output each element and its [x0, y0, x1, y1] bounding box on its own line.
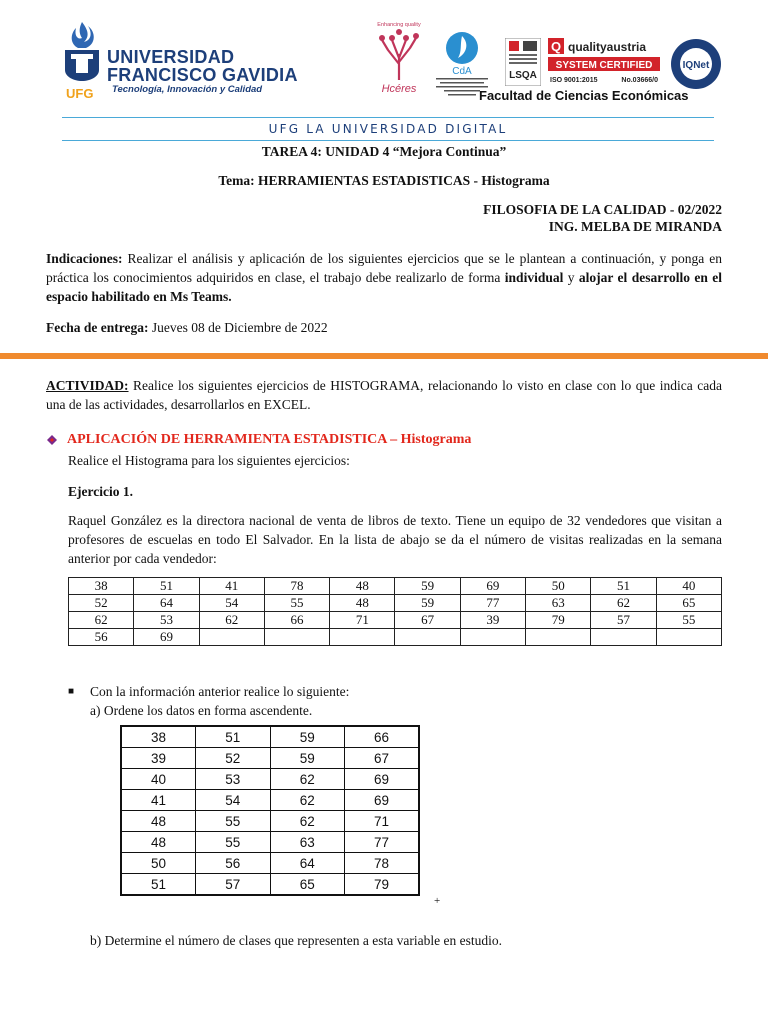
- lsqa-label: LSQA: [509, 70, 537, 81]
- table-cell: 59: [395, 595, 460, 612]
- table-cell: 53: [134, 612, 199, 629]
- table-cell: 62: [591, 595, 656, 612]
- iqnet-label: IQNet: [682, 60, 710, 71]
- table-cell: [656, 629, 721, 646]
- table-cell: 51: [591, 578, 656, 595]
- table-row: [121, 726, 419, 748]
- header-rule-bottom: [62, 140, 714, 141]
- table-cell: 55: [656, 612, 721, 629]
- instructions-label: Indicaciones:: [46, 251, 123, 266]
- bullet-instruction: Con la información anterior realice lo siguiente:: [90, 684, 350, 699]
- lsqa-logo: [505, 38, 541, 86]
- table-cell: 55: [196, 811, 271, 832]
- table-cell: [591, 629, 656, 646]
- table-cell: 67: [395, 612, 460, 629]
- section-divider: [0, 353, 768, 359]
- table-cell: 71: [330, 612, 395, 629]
- table-cell: 66: [345, 726, 420, 748]
- table-cell: 57: [196, 874, 271, 896]
- table-cell: 48: [121, 832, 196, 853]
- table-row: [121, 832, 419, 853]
- table-row: [121, 811, 419, 832]
- instructions-bold-teams: alojar el desarrollo en el espacio habilitado en Ms Teams.: [46, 270, 722, 304]
- table-cell: 59: [395, 578, 460, 595]
- faculty-name: Facultad de Ciencias Económicas: [479, 88, 689, 103]
- digital-banner: UFG LA UNIVERSIDAD DIGITAL: [268, 122, 508, 136]
- table-cell: 77: [345, 832, 420, 853]
- table-cell: 62: [270, 790, 345, 811]
- table-cell: 56: [196, 853, 271, 874]
- table-cell: 66: [264, 612, 329, 629]
- section-intro: Realice el Histograma para los siguientes ejercicios:: [68, 453, 350, 468]
- due-date-label: Fecha de entrega:: [46, 320, 149, 335]
- table-row: [121, 769, 419, 790]
- table-row: [121, 748, 419, 769]
- instructions-text-1: Realizar el análisis y aplicación de los siguientes ejercicios que se le plantean a continuación, y ponga en práctica los conocimientos adquiridos en clase, el trabajo debe realizarlo de forma: [46, 251, 722, 285]
- ufg-acronym: UFG: [66, 86, 94, 101]
- table-cell: 63: [526, 595, 591, 612]
- table-cell: 39: [460, 612, 525, 629]
- ufg-shield-logo: [62, 20, 102, 82]
- table-cell: 78: [345, 853, 420, 874]
- iqnet-logo: [670, 38, 722, 90]
- table-row: [69, 595, 722, 612]
- table-cell: [526, 629, 591, 646]
- table-cell: 50: [121, 853, 196, 874]
- table-row: [121, 874, 419, 896]
- table-cell: 51: [196, 726, 271, 748]
- table-cell: 52: [69, 595, 134, 612]
- table-cell: 69: [345, 769, 420, 790]
- instructions-text-2: y: [563, 270, 579, 285]
- table-cell: 59: [270, 726, 345, 748]
- quality-austria-logo: [548, 38, 660, 86]
- course-name: FILOSOFIA DE LA CALIDAD - 02/2022: [483, 202, 722, 217]
- table-cell: 38: [121, 726, 196, 748]
- table-cell: 55: [196, 832, 271, 853]
- hceres-label: Hcéres: [381, 83, 417, 94]
- table-cell: 78: [264, 578, 329, 595]
- assignment-topic: Tema: HERRAMIENTAS ESTADISTICAS - Histograma: [218, 173, 550, 188]
- table-row: [69, 578, 722, 595]
- table-cell: 48: [330, 595, 395, 612]
- table-cell: 67: [345, 748, 420, 769]
- table-cell: 63: [270, 832, 345, 853]
- table-cell: 50: [526, 578, 591, 595]
- table-cell: 38: [69, 578, 134, 595]
- table-cell: 62: [69, 612, 134, 629]
- activity-text: Realice los siguientes ejercicios de HISTOGRAMA, relacionando lo visto en clase con lo que indica cada una de las actividades, desarrollarlos en EXCEL.: [46, 378, 722, 412]
- qa-number: No.03666/0: [621, 77, 658, 84]
- visits-data-table: [68, 577, 722, 646]
- section-title: APLICACIÓN DE HERRAMIENTA ESTADISTICA – Histograma: [67, 432, 472, 447]
- table-cell: 40: [121, 769, 196, 790]
- hceres-logo: [368, 18, 430, 94]
- table-cell: 59: [270, 748, 345, 769]
- table-cell: [395, 629, 460, 646]
- activity-label: ACTIVIDAD:: [46, 378, 129, 393]
- table-cell: 54: [199, 595, 264, 612]
- table-cell: 69: [134, 629, 199, 646]
- table-cell: 62: [270, 769, 345, 790]
- table-cell: 48: [121, 811, 196, 832]
- teacher-name: ING. MELBA DE MIRANDA: [548, 219, 722, 234]
- table-cell: 64: [134, 595, 199, 612]
- qa-iso: ISO 9001:2015: [550, 77, 598, 84]
- university-name-line2: FRANCISCO GAVIDIA: [107, 65, 298, 85]
- table-cell: 79: [526, 612, 591, 629]
- table-cell: 41: [199, 578, 264, 595]
- plus-mark: +: [434, 895, 441, 907]
- table-cell: [460, 629, 525, 646]
- table-row: [121, 853, 419, 874]
- cda-label: CdA: [452, 66, 472, 77]
- table-cell: 54: [196, 790, 271, 811]
- table-cell: 55: [264, 595, 329, 612]
- instructions-bold-individual: individual: [504, 270, 564, 285]
- table-cell: 62: [199, 612, 264, 629]
- table-cell: 39: [121, 748, 196, 769]
- university-name-line1: UNIVERSIDAD: [107, 47, 235, 67]
- table-row: [69, 629, 722, 646]
- assignment-title: TAREA 4: UNIDAD 4 “Mejora Continua”: [261, 144, 507, 159]
- table-cell: 52: [196, 748, 271, 769]
- exercise-title: Ejercicio 1.: [68, 484, 133, 499]
- square-bullet-icon: ■: [68, 686, 75, 697]
- table-cell: [264, 629, 329, 646]
- svg-text:Q: Q: [550, 39, 562, 54]
- item-a: a) Ordene los datos en forma ascendente.: [90, 703, 313, 718]
- hceres-arc-text: Enhancing quality: [377, 22, 421, 28]
- activity-paragraph: [46, 376, 722, 414]
- table-cell: [330, 629, 395, 646]
- table-cell: [199, 629, 264, 646]
- table-cell: 69: [460, 578, 525, 595]
- qa-brand: qualityaustria: [568, 40, 647, 54]
- table-row: [121, 790, 419, 811]
- table-cell: 64: [270, 853, 345, 874]
- table-cell: 53: [196, 769, 271, 790]
- header-rule-top: [62, 117, 714, 118]
- sorted-data-table: [120, 725, 420, 896]
- table-cell: 71: [345, 811, 420, 832]
- qa-banner: SYSTEM CERTIFIED: [555, 60, 653, 71]
- table-row: [69, 612, 722, 629]
- table-cell: 62: [270, 811, 345, 832]
- table-cell: 65: [270, 874, 345, 896]
- table-cell: 51: [134, 578, 199, 595]
- due-date-value: Jueves 08 de Diciembre de 2022: [148, 320, 328, 335]
- item-b: b) Determine el número de clases que representen a esta variable en estudio.: [90, 933, 502, 948]
- table-cell: 79: [345, 874, 420, 896]
- table-cell: 69: [345, 790, 420, 811]
- university-name: [107, 48, 298, 84]
- table-cell: 48: [330, 578, 395, 595]
- diamond-bullet-icon: [46, 434, 58, 446]
- exercise-statement: Raquel González es la directora nacional de venta de libros de texto. Tiene un equipo de 32 vendedores que visitan a profesores de escuelas en todo El Salvador. En la lista de abajo se da el número de visitas realizadas en la semana anterior por cada vendedor:: [68, 513, 722, 566]
- table-cell: 56: [69, 629, 134, 646]
- table-cell: 51: [121, 874, 196, 896]
- table-cell: 40: [656, 578, 721, 595]
- table-cell: 41: [121, 790, 196, 811]
- university-tagline: Tecnología, Innovación y Calidad: [112, 84, 263, 95]
- table-cell: 57: [591, 612, 656, 629]
- due-date: [46, 318, 722, 337]
- table-cell: 65: [656, 595, 721, 612]
- instructions-paragraph: [46, 249, 722, 306]
- table-cell: 77: [460, 595, 525, 612]
